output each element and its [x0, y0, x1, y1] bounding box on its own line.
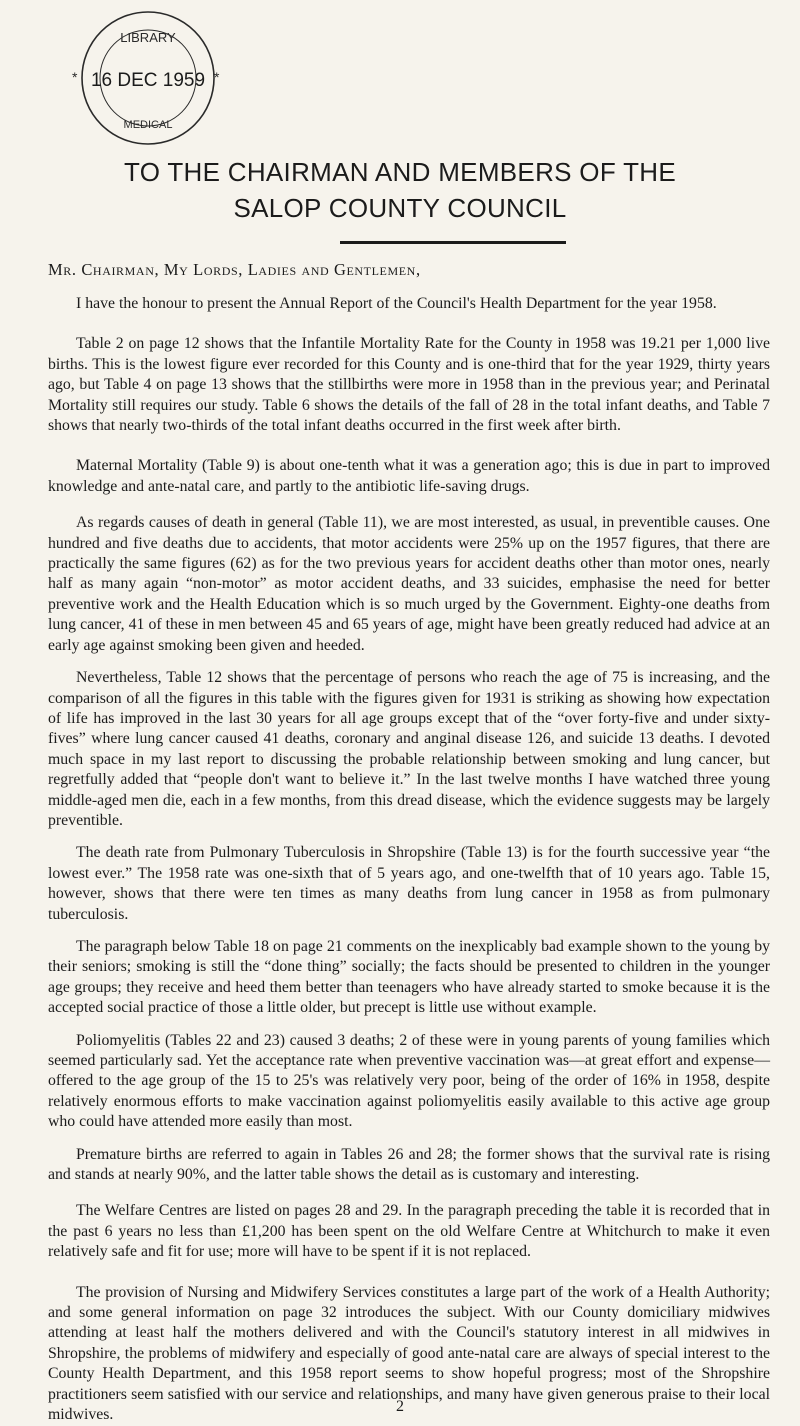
- report-heading-line-2: SALOP COUNTY COUNCIL: [233, 193, 567, 223]
- svg-text:*: *: [214, 69, 220, 85]
- heading-divider: [340, 241, 566, 244]
- paragraph-welfare-centres: The Welfare Centres are listed on pages 28 and 29. In the paragraph preceding the table it is recorded that in the past 6 years no less than £1,200 has been spent on the old Welfare Centre at Whitchurch to make it even relatively safe and fit for use; more will have to be spent if it is not replaced.: [48, 1202, 770, 1261]
- stamp-seal-icon: [56, 6, 246, 156]
- paragraph-premature-births: Premature births are referred to again in Tables 26 and 28; the former shows that the survival rate is rising and stands at nearly 90%, and the latter table shows the detail as is customary and interesting.: [48, 1145, 770, 1184]
- paragraph-life-expectancy: Nevertheless, Table 12 shows that the percentage of persons who reach the age of 75 is increasing, and the comparison of all the figures in this table with the figures given for 1931 is striking as showing how expectation of life has improved in the last 30 years for all age groups except that of the “over forty-five and under sixty-fives” where lung cancer caused 41 deaths, coronary and anginal disease 126, and suicide 13 deaths. I devoted much space in my last report to discussing the probable relationship between smoking and lung cancer, but regretfully added that “people don't want to believe it.” In the last twelve months I have watched three young middle-aged men die, each in a few months, from this dread disease, which the evidence suggests may be largely preventible.: [48, 669, 770, 829]
- page-number: 2: [396, 1398, 404, 1415]
- paragraph-tuberculosis: The death rate from Pulmonary Tuberculosis in Shropshire (Table 13) is for the fourth successive year “the lowest ever.” The 1958 rate was one-sixth that of 5 years ago, and one-twelfth that of 10 years ago. Table 15, however, shows that there were ten times as many deaths from lung cancer in 1958 as from pulmonary tuberculosis.: [48, 844, 770, 923]
- stamp-bottom-text: MEDICAL: [123, 119, 173, 131]
- paragraph-maternal-mortality: Maternal Mortality (Table 9) is about one-tenth what it was a generation ago; this is due in part to improved knowledge and ante-natal care, and partly to the antibiotic life-saving drugs.: [48, 457, 770, 495]
- report-body: [48, 294, 770, 1426]
- paragraph-introduction: I have the honour to present the Annual Report of the Council's Health Department for the year 1958.: [76, 295, 717, 312]
- salutation: Mr. Chairman, My Lords, Ladies and Gentlemen,: [48, 260, 421, 279]
- paragraph-nursing-midwifery: The provision of Nursing and Midwifery Services constitutes a large part of the work of a Health Authority; and some general information on page 32 introduces the subject. With our County domiciliary midwives attending at least half the mothers delivered and with the Council's statutory interest in all midwives in Shropshire, the problems of midwifery and especially of good ante-natal care are always of special interest to the County Health Department, and this 1958 report seems to show hopeful progress; most of the Shropshire practitioners seem satisfied with our service and relationships, and many have given generous praise to their local midwives.: [48, 1283, 770, 1424]
- paragraph-smoking-example: The paragraph below Table 18 on page 21 comments on the inexplicably bad example shown to the young by their seniors; smoking is still the “done thing” socially; the facts should be presented to children in the younger age groups; they receive and heed them better than teenagers who have already started to smoke because it is the accepted social practice of those a little older, but precept is little use without example.: [48, 937, 770, 1017]
- report-heading-line-1: TO THE CHAIRMAN AND MEMBERS OF THE: [124, 157, 676, 187]
- stamp-top-text: LIBRARY: [120, 30, 176, 45]
- library-stamp: [56, 6, 246, 156]
- svg-text:*: *: [72, 69, 78, 85]
- paragraph-causes-of-death: As regards causes of death in general (Table 11), we are most interested, as usual, in preventible causes. One hundred and five deaths due to accidents, that motor accidents were 25% up on the 1957 figures, that there are practically the same figures (62) as for the two previous years for accident deaths other than motor ones, nearly half as many again “non-motor” as motor accident deaths, and 33 suicides, emphasise the need for better preventive work and the Health Education which is so much urged by the Government. Eighty-one deaths from lung cancer, 41 of these in men between 45 and 65 years of age, might have been greatly reduced had advice at an early age against smoking been given and heeded.: [48, 514, 770, 654]
- paragraph-poliomyelitis: Poliomyelitis (Tables 22 and 23) caused 3 deaths; 2 of these were in young parents of young families which seemed particularly sad. Yet the acceptance rate when preventive vaccination was—at great effort and expense—offered to the age group of the 15 to 25's was relatively very poor, being of the order of 16% in 1958, despite relatively enormous efforts to make vaccination against poliomyelitis easily available to this active age group who could have attended more easily than most.: [48, 1031, 770, 1131]
- stamp-date: 16 DEC 1959: [90, 70, 206, 91]
- paragraph-infant-mortality: Table 2 on page 12 shows that the Infantile Mortality Rate for the County in 1958 was 19.21 per 1,000 live births. This is the lowest figure ever recorded for this County and is one-third that for the year 1929, thirty years ago, but Table 4 on page 13 shows that the stillbirths were more in 1958 than in the previous year; and Perinatal Mortality still requires our study. Table 6 shows the details of the fall of 28 in the total infant deaths, and Table 7 shows that nearly two-thirds of the total infant deaths occurred in the first week after birth.: [48, 335, 770, 435]
